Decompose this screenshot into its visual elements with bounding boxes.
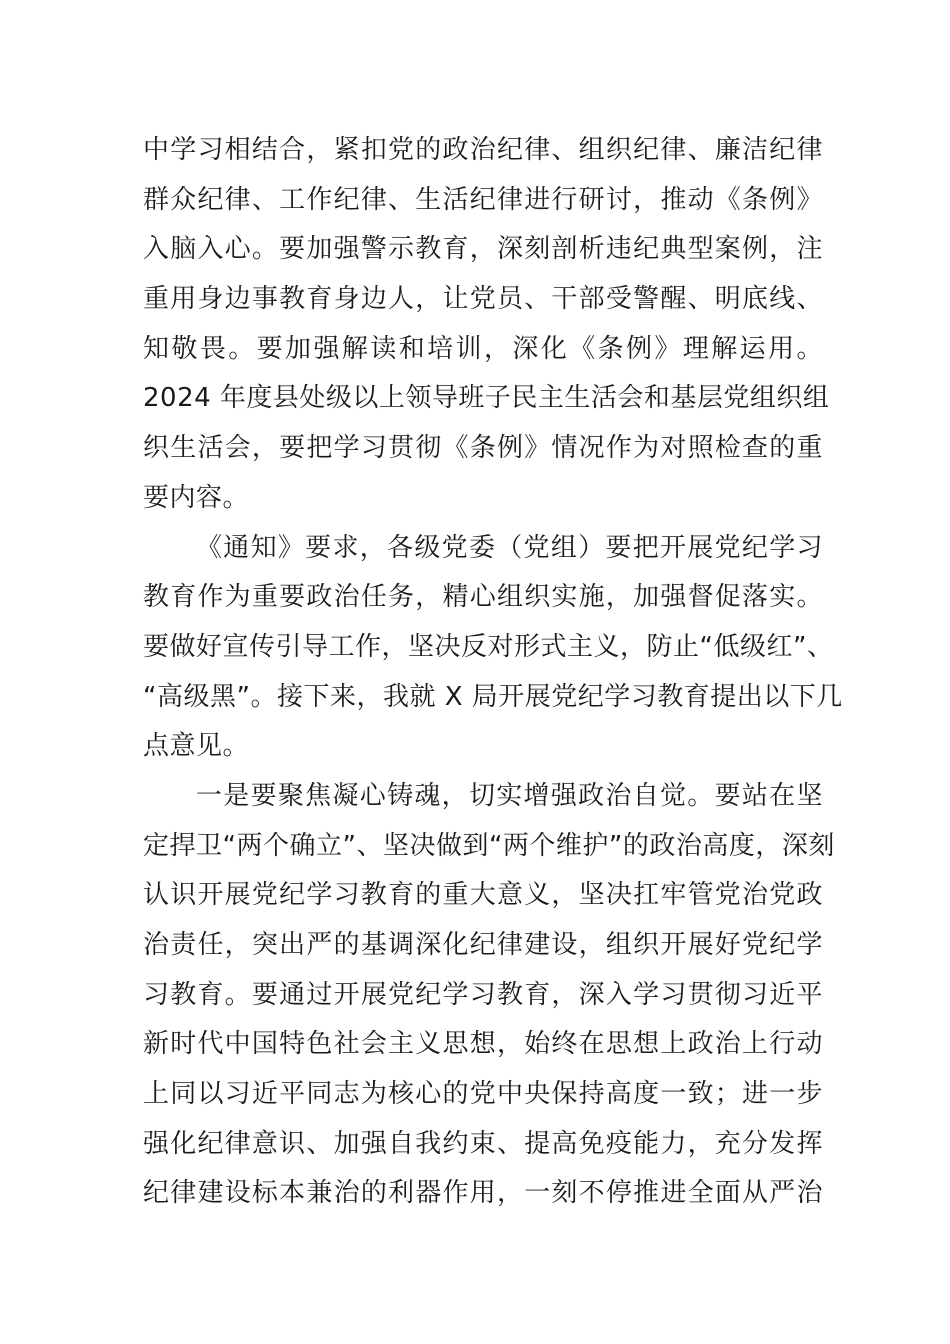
- text-line: 强化纪律意识、加强自我约束、提高免疫能力，充分发挥: [143, 1128, 823, 1159]
- text-line: 群众纪律、工作纪律、生活纪律进行研讨，推动《条例》: [143, 184, 823, 215]
- body-text: [143, 126, 843, 1219]
- text-line: 中学习相结合，紧扣党的政治纪律、组织纪律、廉洁纪律: [143, 135, 823, 165]
- text-line: 上同以习近平同志为核心的党中央保持高度一致；进一步: [143, 1079, 823, 1110]
- text-line: 入脑入心。要加强警示教育，深刻剖析违纪典型案例，注: [143, 234, 823, 265]
- text-line: 2024 年度县处级以上领导班子民主生活会和基层党组织组: [143, 383, 830, 414]
- text-line: 教育作为重要政治任务，精心组织实施，加强督促落实。: [143, 582, 823, 613]
- text-line: 认识开展党纪学习教育的重大意义，坚决扛牢管党治党政: [143, 880, 823, 911]
- text-line: 治责任，突出严的基调深化纪律建设，组织开展好党纪学: [143, 930, 823, 960]
- text-line: 一是要聚焦凝心铸魂，切实增强政治自觉。要站在坚: [196, 780, 823, 811]
- text-line: 点意见。: [143, 731, 250, 762]
- text-line: 重用身边事教育身边人，让党员、干部受警醒、明底线、: [143, 284, 823, 315]
- text-line: “高级黑”。接下来，我就 X 局开展党纪学习教育提出以下几: [143, 681, 843, 712]
- text-line: 要做好宣传引导工作，坚决反对形式主义，防止“低级红”、: [143, 631, 834, 662]
- text-line: 要内容。: [143, 482, 250, 513]
- text-line: 新时代中国特色社会主义思想，始终在思想上政治上行动: [143, 1029, 823, 1060]
- text-line: 知敬畏。要加强解读和培训，深化《条例》理解运用。: [143, 333, 823, 364]
- text-line: 织生活会，要把学习贯彻《条例》情况作为对照检查的重: [143, 433, 823, 464]
- text-line: 纪律建设标本兼治的利器作用，一刻不停推进全面从严治: [143, 1178, 823, 1209]
- text-line: 定捍卫“两个确立”、坚决做到“两个维护”的政治高度，深刻: [143, 830, 835, 861]
- text-line: 习教育。要通过开展党纪学习教育，深入学习贯彻习近平: [143, 979, 823, 1010]
- text-line: 《通知》要求，各级党委（党组）要把开展党纪学习: [196, 532, 823, 563]
